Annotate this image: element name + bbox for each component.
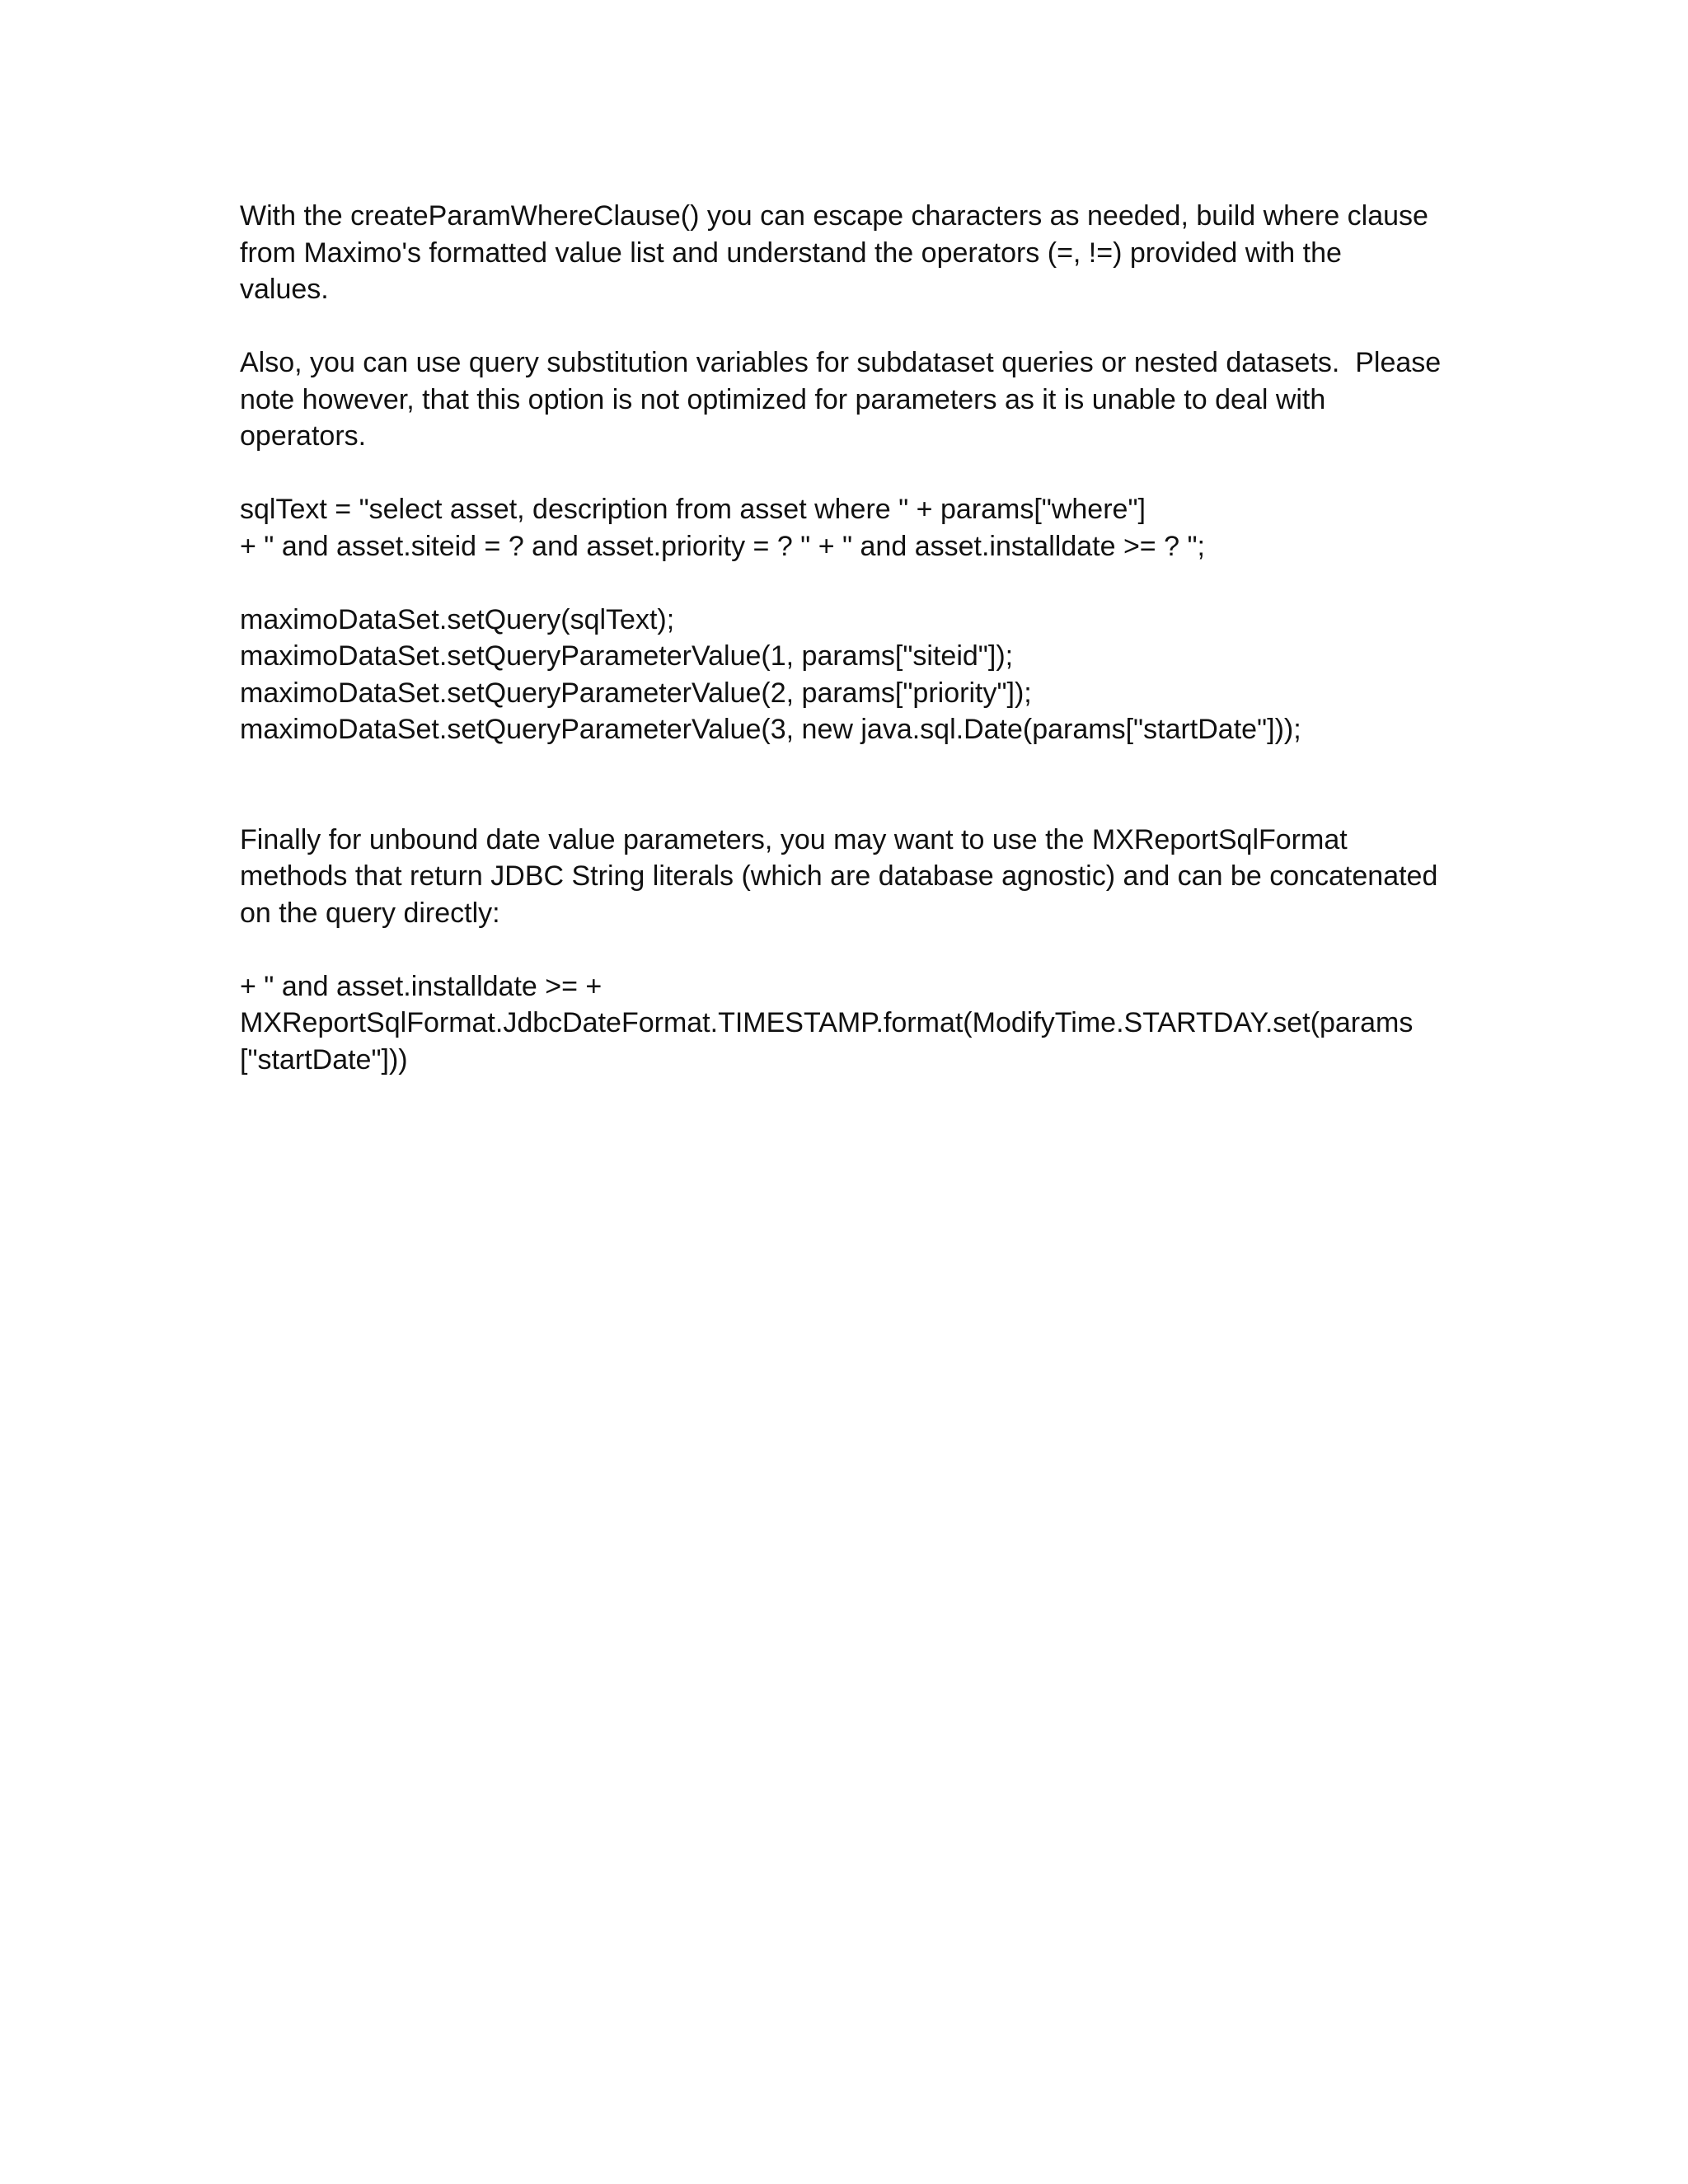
code-timestamp-format bbox=[240, 968, 1460, 1079]
code-dataset-calls bbox=[240, 602, 1460, 748]
code-line: ["startDate"])) bbox=[240, 1043, 408, 1076]
text-line: values. bbox=[240, 274, 329, 305]
text-line: With the createParamWhereClause() you can escape characters as needed, build where clause bbox=[240, 200, 1428, 232]
code-line: maximoDataSet.setQuery(sqlText); bbox=[240, 603, 675, 635]
code-line: sqlText = "select asset, description from asset where " + params["where"] bbox=[240, 494, 1146, 525]
text-line: Finally for unbound date value parameters, you may want to use the MXReportSqlFormat bbox=[240, 823, 1348, 855]
code-line: MXReportSqlFormat.JdbcDateFormat.TIMESTAMP.format(ModifyTime.STARTDAY.set(params bbox=[240, 1007, 1414, 1038]
document-body bbox=[240, 198, 1460, 1115]
paragraph-query-substitution bbox=[240, 344, 1460, 455]
paragraph-unbound-date-parameters bbox=[240, 822, 1460, 932]
text-line: from Maximo's formatted value list and understand the operators (=, !=) provided with the bbox=[240, 237, 1342, 269]
code-line: + " and asset.installdate >= + bbox=[240, 970, 603, 1002]
code-sqltext bbox=[240, 491, 1460, 565]
paragraph-create-param-where-clause bbox=[240, 198, 1460, 308]
code-line: maximoDataSet.setQueryParameterValue(2, params["priority"]); bbox=[240, 677, 1032, 709]
text-line: operators. bbox=[240, 420, 367, 452]
code-line: + " and asset.siteid = ? and asset.priority = ? " + " and asset.installdate >= ? "; bbox=[240, 530, 1205, 562]
text-line: note however, that this option is not optimized for parameters as it is unable to deal with bbox=[240, 383, 1326, 415]
text-line: methods that return JDBC String literals (which are database agnostic) and can be concatenated bbox=[240, 860, 1438, 892]
code-line: maximoDataSet.setQueryParameterValue(1, params["siteid"]); bbox=[240, 640, 1014, 672]
code-line: maximoDataSet.setQueryParameterValue(3, new java.sql.Date(params["startDate"])); bbox=[240, 714, 1301, 745]
text-line: Also, you can use query substitution variables for subdataset queries or nested datasets. Please bbox=[240, 347, 1442, 378]
text-line: on the query directly: bbox=[240, 897, 500, 929]
